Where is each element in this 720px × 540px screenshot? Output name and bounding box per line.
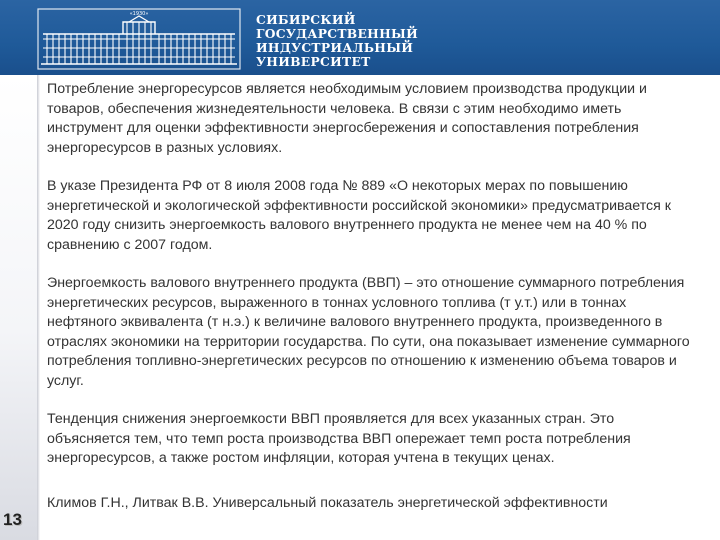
paragraph-gdp-energy-intensity: Энергоемкость валового внутреннего продукта (ВВП) – это отношение суммарного потребления энергетических ресурсов, выраженного в тоннах условного топлива (т у.т.) или в тоннах нефтяного эквивалента (т н.э.) к величине валового внутреннего продукта, произведенного в отраслях экономики на территории государства. По сути, она показывает изменение суммарного потребления топливно-энергетических ресурсов по отношению к изменению объема товаров и услуг. bbox=[47, 275, 690, 389]
paragraph-presidential-decree: В указе Президента РФ от 8 июля 2008 года № 889 «О некоторых мерах по повышению энергетической и экологической эффективности российской экономики» предусматривается к 2020 году снизить энергоемкость валового внутреннего продукта не менее чем на 40 % по сравнению с 2007 годом. bbox=[47, 178, 671, 253]
paragraph-energy-consumption: Потребление энергоресурсов является необходимым условием производства продукции и товаров, обеспечения жизнедеятельности человека. В связи с этим необходимо иметь инструмент для оценки эффективности энергосбережения и сопоставления потребления энергоресурсов в разных условиях. bbox=[47, 81, 647, 156]
university-building-icon bbox=[38, 9, 240, 69]
university-name-line-2: ГОСУДАРСТВЕННЫЙ bbox=[256, 26, 418, 41]
university-name-line-3: ИНДУСТРИАЛЬНЫЙ bbox=[256, 40, 414, 55]
slide-number: 13 bbox=[3, 510, 22, 529]
university-name-line-4: УНИВЕРСИТЕТ bbox=[256, 54, 371, 69]
header-band bbox=[0, 0, 720, 75]
paragraph-trend: Тенденция снижения энергоемкости ВВП проявляется для всех указанных стран. Это объясняется тем, что темп роста производства ВВП опережает темп роста потребления энергоресурсов, а также ростом инфляции, которая учтена в текущих ценах. bbox=[47, 411, 631, 466]
university-building-logo bbox=[37, 8, 241, 70]
slide-body bbox=[47, 80, 697, 532]
university-name-line-1: СИБИРСКИЙ bbox=[256, 12, 356, 27]
university-name bbox=[256, 13, 416, 69]
side-band-shadow bbox=[37, 75, 40, 540]
reference-citation: Климов Г.Н., Литвак В.В. Универсальный показатель энергетической эффективности bbox=[47, 494, 608, 511]
logo-caption: «1930» bbox=[129, 11, 149, 17]
left-side-band bbox=[0, 75, 37, 540]
